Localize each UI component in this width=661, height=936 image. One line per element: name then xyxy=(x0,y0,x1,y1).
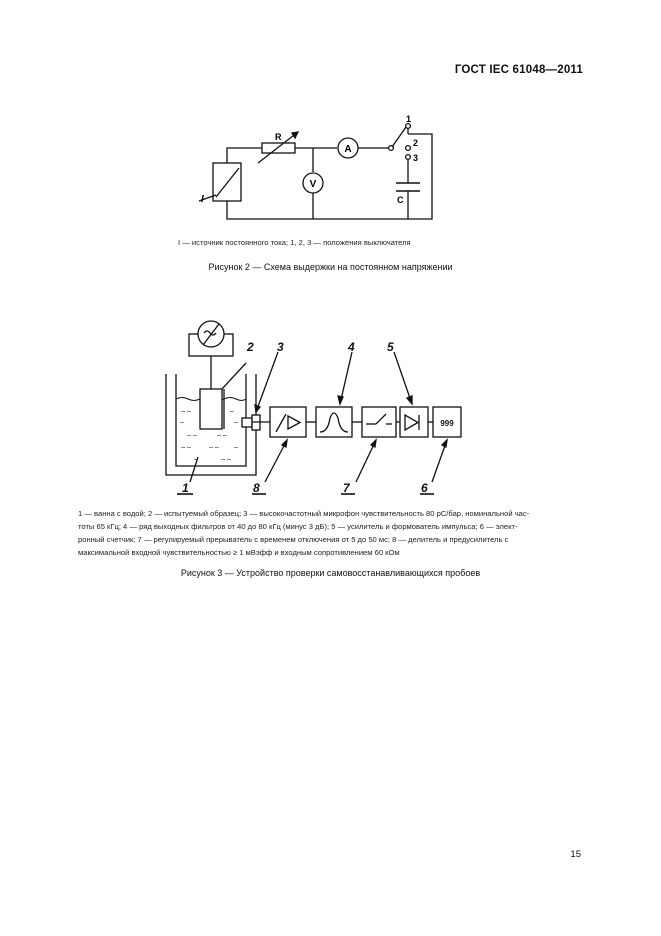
svg-text:– –: – – xyxy=(181,444,191,451)
svg-text:–: – xyxy=(194,456,198,463)
label-voltmeter: V xyxy=(309,179,317,190)
figure3-legend-line: тоты 65 кГц; 4 — ряд выходных фильтров от 40 до 80 кГц (минус 3 дБ); 5 — усилитель и формователь импульса; 6 — элект- xyxy=(78,522,518,531)
block-chopper xyxy=(362,407,396,437)
callout-8: 8 xyxy=(253,481,260,495)
microphone xyxy=(242,418,252,427)
document-header: ГОСТ IEC 61048—2011 xyxy=(454,64,583,76)
leader-2 xyxy=(222,363,246,389)
leader-5 xyxy=(394,352,412,404)
svg-text:– –: – – xyxy=(187,432,197,439)
svg-text:–: – xyxy=(230,408,234,415)
callout-2: 2 xyxy=(247,340,254,354)
label-pos2: 2 xyxy=(413,138,419,148)
test-specimen xyxy=(200,389,222,429)
label-capacitor: C xyxy=(397,195,404,205)
label-pos3: 3 xyxy=(413,153,419,163)
label-source: I xyxy=(201,194,204,205)
figure2-caption: Рисунок 2 — Схема выдержки на постоянном напряжении xyxy=(208,262,453,272)
figure3-legend xyxy=(78,507,584,559)
svg-text:– –: – – xyxy=(221,456,231,463)
page-number: 15 xyxy=(570,849,581,860)
svg-text:– –: – – xyxy=(217,432,227,439)
counter-display: 999 xyxy=(440,419,454,428)
svg-text:– –: – – xyxy=(209,444,219,451)
label-pos1: 1 xyxy=(406,114,412,124)
leader-3 xyxy=(256,352,278,412)
svg-text:–: – xyxy=(180,419,184,426)
callout-3: 3 xyxy=(277,340,284,354)
figure3-caption: Рисунок 3 — Устройство проверки самовосстанавливающихся пробоев xyxy=(180,568,481,578)
svg-text:–: – xyxy=(234,419,238,426)
label-ammeter: A xyxy=(344,144,352,155)
figure2-legend: I — источник постоянного тока; 1, 2, 3 — положения выключателя xyxy=(178,238,411,247)
callout-1: 1 xyxy=(182,481,189,495)
callout-6: 6 xyxy=(421,481,428,495)
label-resistor: R xyxy=(275,132,282,142)
callout-4: 4 xyxy=(348,340,355,354)
callout-7: 7 xyxy=(343,481,350,495)
callout-5: 5 xyxy=(387,340,394,354)
figure3-legend-line: 1 — ванна с водой; 2 — испытуемый образец; 3 — высокочастотный микрофон чувствительность 80 pC/бар, номинальной час- xyxy=(78,509,530,518)
figure3-legend-line: ронный счетчик; 7 — регулируемый прерыватель с временем отключения от 5 до 50 мс; 8 — делитель и предусилитель с xyxy=(78,535,509,544)
block-amplifier xyxy=(400,407,428,437)
figure3-legend-line: максимальной входной чувствительностью ≥ 1 мВэфф и входным сопротивлением 60 кОм xyxy=(78,548,400,557)
svg-text:– –: – – xyxy=(181,408,191,415)
svg-text:–: – xyxy=(234,444,238,451)
